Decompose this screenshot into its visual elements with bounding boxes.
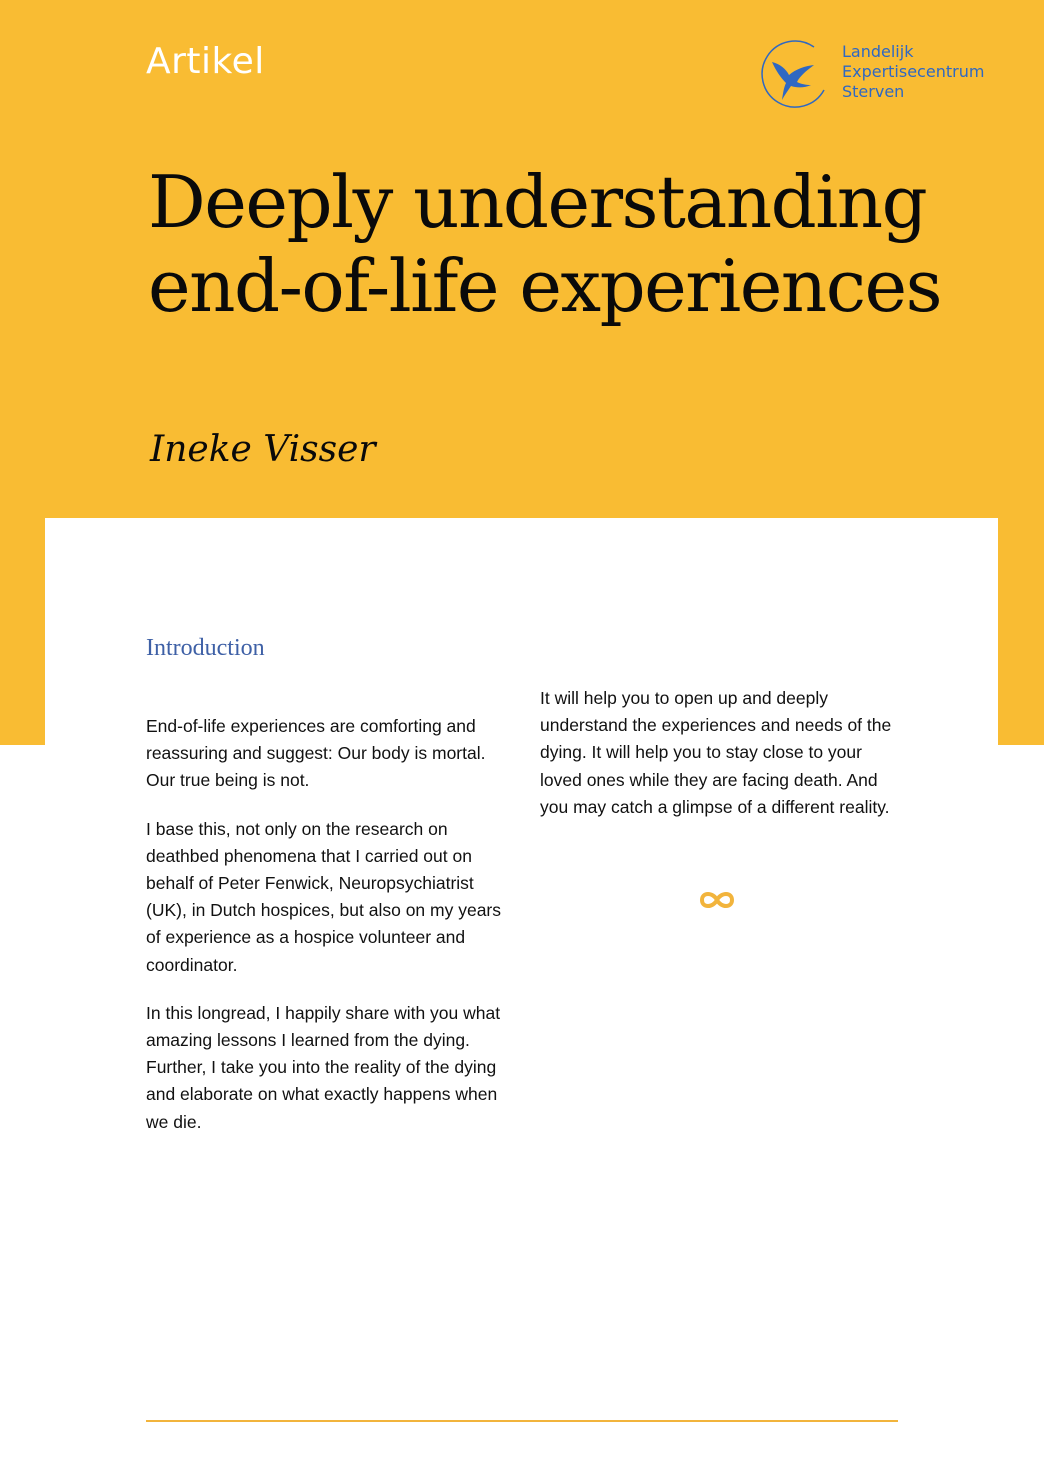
paragraph: In this longread, I happily share with you what amazing lessons I learned from the dying. Further, I take you into the reality of the dying and elaborate on what exactly happens when we die. xyxy=(146,1002,501,1132)
paragraph: End-of-life experiences are comforting and reassuring and suggest: Our body is mortal. Our true being is not. xyxy=(146,716,486,791)
infinity-icon xyxy=(696,884,738,916)
footer-divider xyxy=(146,1420,898,1422)
logo-line: Sterven xyxy=(842,82,905,101)
section-heading: Introduction xyxy=(146,635,265,661)
logo-line: Expertisecentrum xyxy=(842,62,985,81)
text-column-right xyxy=(540,685,905,842)
paragraph: I base this, not only on the research on deathbed phenomena that I carried out on behalf of Peter Fenwick, Neuropsychiatrist (UK), in Dutch hospices, but also on my years of experience as a hospice volunteer and coordinator. xyxy=(146,818,502,975)
logo-line: Landelijk xyxy=(842,42,914,61)
paragraph: It will help you to open up and deeply understand the experiences and needs of the dying. It will help you to stay close to your loved ones while they are facing death. And you may catch a glimpse of a different reality. xyxy=(540,688,892,817)
organization-logo xyxy=(756,38,1016,114)
article-title: Deeply understanding end-of-life experiences xyxy=(148,160,942,328)
text-column-left xyxy=(146,713,511,1157)
article-author: Ineke Visser xyxy=(150,429,376,470)
document-type-label: Artikel xyxy=(146,41,265,82)
logo-text xyxy=(842,42,984,102)
swallow-icon xyxy=(756,38,832,114)
